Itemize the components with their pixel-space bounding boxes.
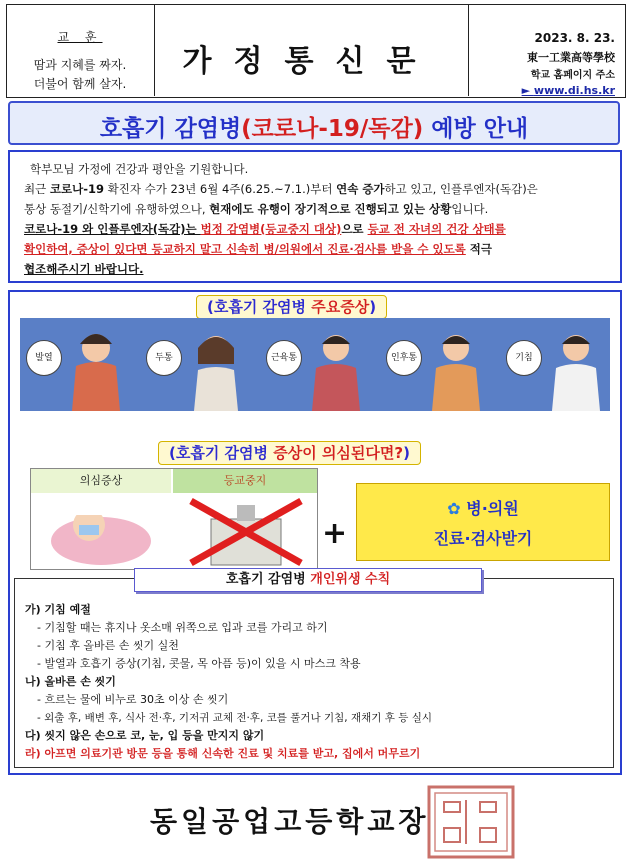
rule-heading: 나) 올바른 손 씻기 bbox=[25, 675, 116, 688]
homepage-link[interactable] bbox=[522, 84, 615, 97]
hospital-line: ✿ 병·의원 bbox=[447, 499, 519, 518]
intro-line: 확인하여, 증상이 있다면 등교하지 말고 신속히 병/의원에서 진료·검사를 받을 수 있도록 적극 bbox=[24, 242, 493, 256]
suspect-title: (호흡기 감염병 증상이 의심된다면?) bbox=[158, 442, 421, 463]
banner-part: (코로나-19/독감) bbox=[241, 116, 424, 142]
fever-person-icon bbox=[66, 324, 126, 411]
school-name-hanja: 東一工業高等學校 bbox=[527, 51, 615, 64]
greeting: 학부모님 가정에 건강과 평안을 기원합니다. bbox=[30, 162, 249, 176]
rule-heading: 라) 아프면 의료기관 방문 등을 통해 신속한 진료 및 치료를 받고, 집에서 머무르기 bbox=[25, 747, 421, 760]
symptom-muscle-pain bbox=[264, 318, 374, 411]
flower-icon: ✿ bbox=[447, 499, 467, 518]
hospital-box bbox=[356, 483, 610, 561]
plus-icon: + bbox=[322, 516, 348, 551]
headache-person-icon bbox=[186, 324, 246, 411]
principal-signature: 동일공업고등학교장 bbox=[150, 805, 430, 838]
motto-title: 교 훈 bbox=[57, 30, 103, 44]
symptom-label: 인후통 bbox=[386, 340, 422, 376]
symptoms-title: (호흡기 감염병 주요증상) bbox=[196, 296, 387, 317]
symptom-sore-throat bbox=[384, 318, 494, 411]
rule-item: - 흐르는 물에 비누로 30초 이상 손 씻기 bbox=[37, 693, 229, 706]
school-motto bbox=[6, 4, 155, 96]
symptom-label: 발열 bbox=[26, 340, 62, 376]
symptom-label: 기침 bbox=[506, 340, 542, 376]
rule-item: - 외출 후, 배변 후, 식사 전·후, 기저귀 교체 전·후, 코를 풀거나 기침, 재채기 후 등 실시 bbox=[37, 712, 432, 724]
intro-line: 통상 동절기/신학기에 유행하였으나, 현재에도 유행이 장기적으로 진행되고 있는 상황입니다. bbox=[24, 202, 489, 216]
symptoms-strip bbox=[20, 318, 610, 411]
rule-heading: 가) 기침 예절 bbox=[25, 603, 91, 616]
title-banner bbox=[8, 101, 620, 145]
intro-line: 협조해주시기 바랍니다. bbox=[24, 262, 144, 276]
symptom-label: 근육통 bbox=[266, 340, 302, 376]
rule-item: - 기침 후 올바른 손 씻기 실천 bbox=[37, 639, 179, 652]
sore-throat-person-icon bbox=[426, 324, 486, 411]
stay-home-illustration bbox=[30, 468, 318, 570]
homepage-label: 학교 홈페이지 주소 bbox=[530, 70, 615, 81]
hospital-line: 진료·검사받기 bbox=[433, 529, 533, 548]
banner-part: 호흡기 감염병 bbox=[99, 116, 242, 142]
rule-heading: 다) 씻지 않은 손으로 코, 눈, 입 등을 만지지 않기 bbox=[25, 729, 265, 742]
sick-child-icon bbox=[41, 497, 161, 565]
intro-box bbox=[8, 150, 622, 283]
motto-line: 땀과 지혜를 짜자. bbox=[33, 58, 127, 72]
homepage-url[interactable]: www.di.hs.kr bbox=[533, 84, 615, 97]
intro-line: 최근 코로나-19 확진자 수가 23년 6월 4주(6.25.~7.1.)부터 연속 증가하고 있고, 인플루엔자(독감)은 bbox=[24, 182, 538, 196]
banner-text bbox=[10, 110, 618, 143]
symptom-label: 두통 bbox=[146, 340, 182, 376]
symptom-headache bbox=[144, 318, 254, 411]
muscle-pain-person-icon bbox=[306, 324, 366, 411]
symptom-cough bbox=[504, 318, 614, 411]
stop-school-label: 등교중지 bbox=[173, 469, 317, 493]
school-closed-icon bbox=[181, 497, 311, 567]
symptom-fever bbox=[24, 318, 134, 411]
rule-item: - 발열과 호흡기 증상(기침, 콧물, 목 아픔 등)이 있을 시 마스크 착용 bbox=[37, 657, 361, 670]
school-info bbox=[468, 4, 625, 96]
suspect-label: 의심증상 bbox=[31, 469, 171, 493]
motto-line: 더불어 함께 살자. bbox=[33, 77, 127, 91]
school-seal-icon bbox=[426, 784, 516, 860]
arrow-right-icon: ► bbox=[521, 84, 534, 97]
intro-line: 코로나-19 와 인플루엔자(독감)는 법정 감염병(등교중지 대상)으로 등교 전 자녀의 건강 상태를 bbox=[24, 222, 506, 236]
rule-item: - 기침할 때는 휴지나 옷소매 위쪽으로 입과 코를 가리고 하기 bbox=[37, 621, 328, 634]
cough-person-icon bbox=[546, 324, 606, 411]
banner-part: 예방 안내 bbox=[423, 116, 529, 142]
issue-date: 2023. 8. 23. bbox=[534, 31, 615, 45]
hygiene-title: 호흡기 감염병 개인위생 수칙 bbox=[134, 568, 482, 592]
hygiene-rules-box bbox=[14, 578, 614, 768]
page-title: 가정통신문 bbox=[182, 44, 438, 79]
